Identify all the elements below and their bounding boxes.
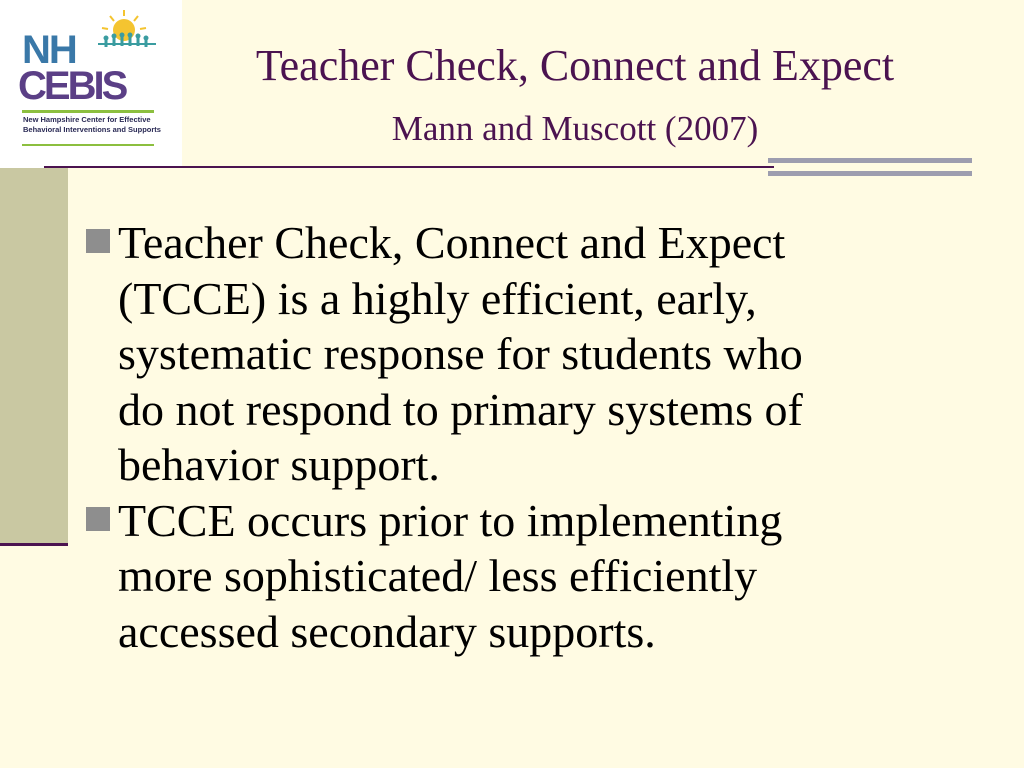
logo [0, 0, 182, 168]
bullet-line: accessed secondary supports. [118, 605, 656, 657]
logo-tagline [23, 115, 163, 135]
logo-tagline-line1: New Hampshire Center for Effective [23, 115, 151, 124]
title-underline [44, 166, 774, 168]
bullet-line: behavior support. [118, 439, 440, 490]
accent-rule-top [768, 158, 972, 163]
logo-divider [22, 110, 154, 113]
logo-tagline-line2: Behavioral Interventions and Supports [23, 125, 161, 134]
bullet-line: (TCCE) is a highly efficient, early, [118, 272, 757, 324]
bullet-item [86, 215, 986, 493]
bullet-line: more sophisticated/ less efficiently [118, 550, 758, 601]
accent-rule-bottom [768, 171, 972, 176]
square-bullet-icon [86, 507, 110, 531]
side-bar [0, 168, 68, 544]
side-rule [0, 543, 68, 546]
bullet-list [86, 215, 986, 659]
bullet-line: TCCE occurs prior to implementing [118, 494, 783, 546]
square-bullet-icon [86, 229, 110, 253]
bullet-line: Teacher Check, Connect and Expect [118, 217, 786, 268]
slide-subtitle: Mann and Muscott (2007) [391, 109, 759, 148]
bullet-line: systematic response for students who [118, 328, 803, 379]
logo-divider-bottom [22, 144, 154, 146]
sun-and-people-icon [94, 8, 160, 48]
logo-cebis: CEBIS [18, 64, 126, 108]
slide-title: Teacher Check, Connect and Expect [255, 41, 895, 90]
bullet-item [86, 493, 986, 660]
bullet-line: do not respond to primary systems of [118, 383, 803, 435]
logo-nh: NH [22, 28, 76, 72]
